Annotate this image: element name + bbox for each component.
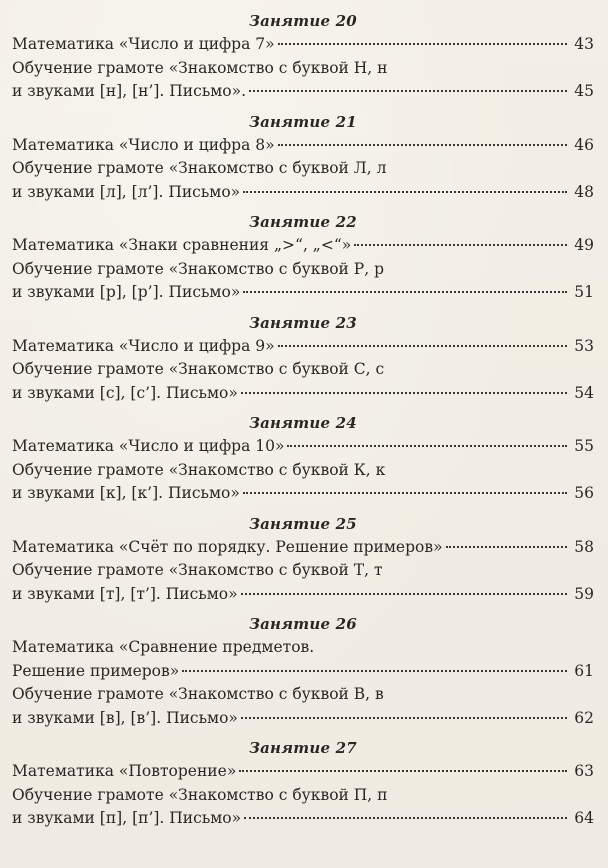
dot-leader xyxy=(354,244,567,246)
toc-entry-line xyxy=(12,33,594,57)
page-number: 56 xyxy=(574,484,594,502)
toc-entry-text: и звуками [л], [л’]. Письмо» xyxy=(12,182,241,201)
toc-entry-text: и звуками [т], [т’]. Письмо» xyxy=(12,584,238,603)
toc-entry-text: Математика «Сравнение предметов. xyxy=(12,638,315,656)
page-number: 55 xyxy=(574,437,594,455)
toc-entry-text: Математика «Знаки сравнения „>“, „<“» xyxy=(12,236,352,254)
toc-entry-line xyxy=(12,335,594,359)
toc-entry-line xyxy=(12,181,594,205)
toc-entry-text: и звуками [в], [в’]. Письмо» xyxy=(12,708,238,727)
toc-entry-text: Решение примеров» xyxy=(12,661,180,680)
toc-entry-line xyxy=(12,660,594,684)
lesson-section xyxy=(12,612,594,730)
toc-entry-text: и звуками [с], [с’]. Письмо» xyxy=(12,383,238,402)
page-number: 59 xyxy=(574,584,594,603)
dot-leader xyxy=(278,43,567,45)
lesson-title: Занятие 21 xyxy=(249,112,357,131)
toc-entry-line xyxy=(12,707,594,731)
toc-entry-text: Обучение грамоте «Знакомство с буквой Л, л xyxy=(12,159,387,177)
lesson-section xyxy=(12,311,594,406)
toc-entry-text: Математика «Число и цифра 10» xyxy=(12,437,285,455)
toc-entry-text: Обучение грамоте «Знакомство с буквой В, в xyxy=(12,685,384,703)
toc-entry-line xyxy=(12,57,594,81)
toc-entry-line xyxy=(12,784,594,808)
lesson-title: Занятие 27 xyxy=(249,739,357,757)
lesson-title: Занятие 20 xyxy=(249,12,357,30)
toc-entry-text: Математика «Счёт по порядку. Решение примеров» xyxy=(12,537,443,556)
lesson-title: Занятие 23 xyxy=(249,313,357,332)
dot-leader xyxy=(446,546,567,548)
page-number: 46 xyxy=(574,135,594,154)
page-number: 49 xyxy=(574,236,594,254)
toc-entry-text: и звуками [к], [к’]. Письмо» xyxy=(12,484,240,502)
toc-entry-line xyxy=(12,234,594,258)
lesson-title: Занятие 24 xyxy=(249,414,357,432)
toc-entry-text: Обучение грамоте «Знакомство с буквой С, с xyxy=(12,360,385,378)
page-number: 58 xyxy=(574,537,594,556)
toc-entry-text: Обучение грамоте «Знакомство с буквой Н, н xyxy=(12,58,388,77)
dot-leader xyxy=(241,717,567,719)
dot-leader xyxy=(241,593,567,595)
dot-leader xyxy=(278,144,567,146)
toc-entry-line xyxy=(12,134,594,158)
page-number: 45 xyxy=(574,82,594,100)
toc-entry-line xyxy=(12,80,594,104)
dot-leader xyxy=(239,770,567,772)
toc-entry-line xyxy=(12,583,594,607)
toc-entry-text: Математика «Число и цифра 9» xyxy=(12,336,275,355)
toc-entry-line xyxy=(12,636,594,660)
toc-entry-text: и звуками [р], [р’]. Письмо» xyxy=(12,283,241,301)
toc-entry-text: Обучение грамоте «Знакомство с буквой Р, р xyxy=(12,259,384,278)
toc-entry-line xyxy=(12,459,594,483)
dot-leader xyxy=(243,191,567,193)
toc-entry-line xyxy=(12,435,594,459)
dot-leader xyxy=(287,445,567,447)
lesson-section xyxy=(12,110,594,205)
page-number: 64 xyxy=(574,809,594,827)
page-number: 63 xyxy=(574,762,594,780)
toc-entry-line xyxy=(12,157,594,181)
lesson-section xyxy=(12,736,594,831)
toc-entry-text: Математика «Повторение» xyxy=(12,762,237,780)
dot-leader xyxy=(241,392,567,394)
lesson-section xyxy=(12,9,594,104)
toc-entry-line xyxy=(12,683,594,707)
dot-leader xyxy=(243,291,567,293)
toc-entry-text: Обучение грамоте «Знакомство с буквой К, к xyxy=(12,460,386,479)
page-number: 62 xyxy=(574,708,594,727)
toc-entry-line xyxy=(12,281,594,305)
toc-entry-line xyxy=(12,536,594,560)
dot-leader xyxy=(243,492,567,494)
page-number: 48 xyxy=(574,182,594,201)
lesson-title: Занятие 26 xyxy=(249,615,357,633)
dot-leader xyxy=(278,345,567,347)
toc-entry-text: Обучение грамоте «Знакомство с буквой Т, т xyxy=(12,561,383,579)
page-number: 61 xyxy=(574,661,594,680)
dot-leader xyxy=(182,670,567,672)
page-number: 51 xyxy=(574,283,594,301)
dot-leader xyxy=(249,90,567,92)
toc-entry-line xyxy=(12,258,594,282)
toc-entry-text: Математика «Число и цифра 8» xyxy=(12,135,275,154)
toc-entry-line xyxy=(12,807,594,831)
toc-entry-line xyxy=(12,482,594,506)
toc-entry-line xyxy=(12,760,594,784)
toc-entry-line xyxy=(12,358,594,382)
page-number: 43 xyxy=(574,35,594,53)
lesson-section xyxy=(12,411,594,506)
lesson-title: Занятие 25 xyxy=(249,514,357,533)
toc-entry-text: Математика «Число и цифра 7» xyxy=(12,35,275,53)
lesson-section xyxy=(12,512,594,607)
page-number: 54 xyxy=(574,383,594,402)
lesson-section xyxy=(12,210,594,305)
toc-entry-text: Обучение грамоте «Знакомство с буквой П, п xyxy=(12,785,388,804)
toc-entry-line xyxy=(12,559,594,583)
page-number: 53 xyxy=(574,336,594,355)
toc-entry-text: и звуками [н], [н’]. Письмо». xyxy=(12,82,247,100)
lesson-title: Занятие 22 xyxy=(249,213,357,231)
dot-leader xyxy=(244,817,567,819)
toc-entry-text: и звуками [п], [п’]. Письмо» xyxy=(12,809,242,827)
toc-entry-line xyxy=(12,382,594,406)
